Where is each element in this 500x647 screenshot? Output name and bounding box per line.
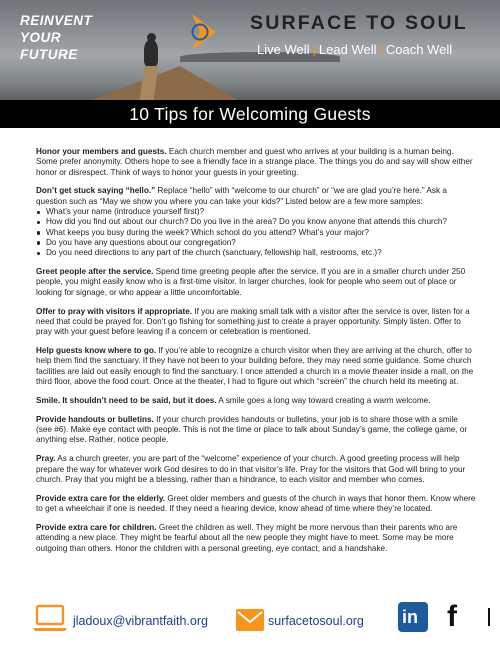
tip-heading: Offer to pray with visitors if appropriate.: [36, 306, 193, 316]
tip-text: As a church greeter, you are part of the “welcome” experience of your church. A good greeting process will help prepare the way for whatever work God desires to do in that visitor’s life. Pray for the visitors that God will bring to your church. Pray that you might be a blessing, rather than a hindrance, to each visitor and member who comes.: [36, 454, 466, 484]
tip-10: [36, 523, 476, 554]
page-title: 10 Tips for Welcoming Guests: [0, 100, 500, 128]
tip-7: [36, 415, 476, 446]
list-item: How did you find out about our church? Do you live in the area? Do you know anyone that attends this church?: [36, 217, 476, 227]
tip-heading: Honor your members and guests.: [36, 147, 167, 156]
motto-live-well: Live Well: [257, 42, 310, 57]
tip-text: If you are making small talk with a visitor after the service is over, listen for a need that could be prayed for. Don’t go fishing for something just to create a prayer opportunity. Simply listen. Offer to pray with your guest before leaving if a concern or celebration is mentioned.: [36, 306, 470, 337]
tip-text: Greet the children as well. They might be more nervous than their parents who are attending a new place. They might be fearful about all the new people they might have to meet. Some may be more outgoing than others. Honor the children with a personal greeting, eye contact, and a handshake.: [36, 522, 458, 553]
banner-person: [144, 40, 158, 66]
list-item: What’s your name (introduce yourself first)?: [36, 207, 476, 217]
tip-6: [36, 396, 476, 406]
tip-heading: Provide extra care for children.: [36, 522, 157, 532]
tagline-line-1: REINVENT: [20, 13, 93, 28]
brand-motto: [257, 42, 452, 57]
header-banner: [0, 0, 500, 100]
list-item: Do you need directions to any part of the church (sanctuary, fellowship hall, restrooms, etc.)?: [36, 248, 476, 258]
tip-1: [36, 147, 476, 178]
banner-dock: [92, 66, 238, 100]
tip-heading: Don’t get stuck saying “hello.”: [36, 186, 156, 196]
mail-icon: [236, 609, 264, 631]
tagline: [20, 12, 130, 63]
sample-questions-list: [36, 207, 476, 258]
linkedin-label: in: [402, 607, 418, 627]
tip-5: [36, 346, 476, 387]
tip-heading: Smile. It shouldn’t need to be said, but it does.: [36, 395, 217, 405]
tips-content: [36, 147, 476, 562]
motto-lead-well: Lead Well: [318, 42, 377, 57]
tagline-line-3: FUTURE: [20, 47, 78, 62]
cropped-icon-edge: [488, 608, 490, 626]
email-link[interactable]: jladoux@vibrantfaith.org: [73, 614, 208, 628]
facebook-icon[interactable]: f: [447, 600, 457, 633]
surface-to-soul-logo-icon: [190, 12, 218, 52]
contact-footer: [0, 596, 500, 647]
motto-separator: |: [379, 42, 383, 57]
tip-heading: Greet people after the service.: [36, 267, 154, 277]
tip-2: [36, 186, 476, 207]
tagline-line-2: YOUR: [20, 30, 62, 45]
motto-separator: |: [312, 42, 316, 57]
tip-text: A smile goes a long way toward creating a warm welcome.: [216, 395, 431, 405]
list-item: What keeps you busy during the week? Which school do you attend? What’s your major?: [36, 228, 476, 238]
tip-text: Greet older members and guests of the church in ways that honor them. Know where to get a wheelchair if one is needed. If they need a hearing device, know ahead of time where they’re located.: [36, 493, 476, 514]
brand-name: SURFACE TO SOUL: [250, 12, 468, 34]
tip-text: Replace “hello” with “welcome to our church” or “we are glad you’re here.” Ask a question such as “May we show you where you can take your kids?” Listed below are a few more samples:: [36, 186, 447, 206]
tip-4: [36, 307, 476, 338]
tip-heading: Pray.: [36, 454, 56, 464]
tip-heading: Help guests know where to go.: [36, 346, 157, 356]
tip-text: Each church member and guest who arrives at your building is a human being. Some prefer anonymity. Others hope to see a friendly face in a strange place. The things you do and say will show either honor or disrespect. Think of ways to honor your guests in your greeting.: [36, 147, 473, 177]
laptop-icon: [32, 604, 68, 632]
tip-text: If your church provides handouts or bulletins, your job is to share those with a smile (see #6). Make eye contact with people. This is not the time or place to talk about Sunday’s game, the college game, or anything else. Rather, notice people.: [36, 414, 468, 445]
tip-text: If you’re able to recognize a church visitor when they are arriving at the church, offer to help them find the sanctuary. If they have not been to your building before, they may need some guidance. Some church facilities are laid out easily enough to find the sanctuary. I once attended a church in a movie theater inside a mall, on the third floor, above the food court. Once at the theater, I had to figure out which “screen” the church held its meeting at.: [36, 346, 474, 387]
tip-text: Spend time greeting people after the service. If you are in a smaller church under 250 people, you might easily know who is a first-time visitor. In larger churches, look for people who seem out of place or looking for signage, or who appear a little uncomfortable.: [36, 267, 466, 297]
tip-heading: Provide extra care for the elderly.: [36, 493, 166, 503]
tip-heading: Provide handouts or bulletins.: [36, 414, 154, 424]
linkedin-icon[interactable]: [398, 602, 428, 632]
motto-coach-well: Coach Well: [385, 42, 453, 57]
list-item: Do you have any questions about our congregation?: [36, 238, 476, 248]
banner-lake-photo: [0, 58, 500, 100]
tip-8: [36, 454, 476, 485]
tip-3: [36, 267, 476, 298]
tip-9: [36, 494, 476, 515]
website-link[interactable]: surfacetosoul.org: [268, 614, 364, 628]
